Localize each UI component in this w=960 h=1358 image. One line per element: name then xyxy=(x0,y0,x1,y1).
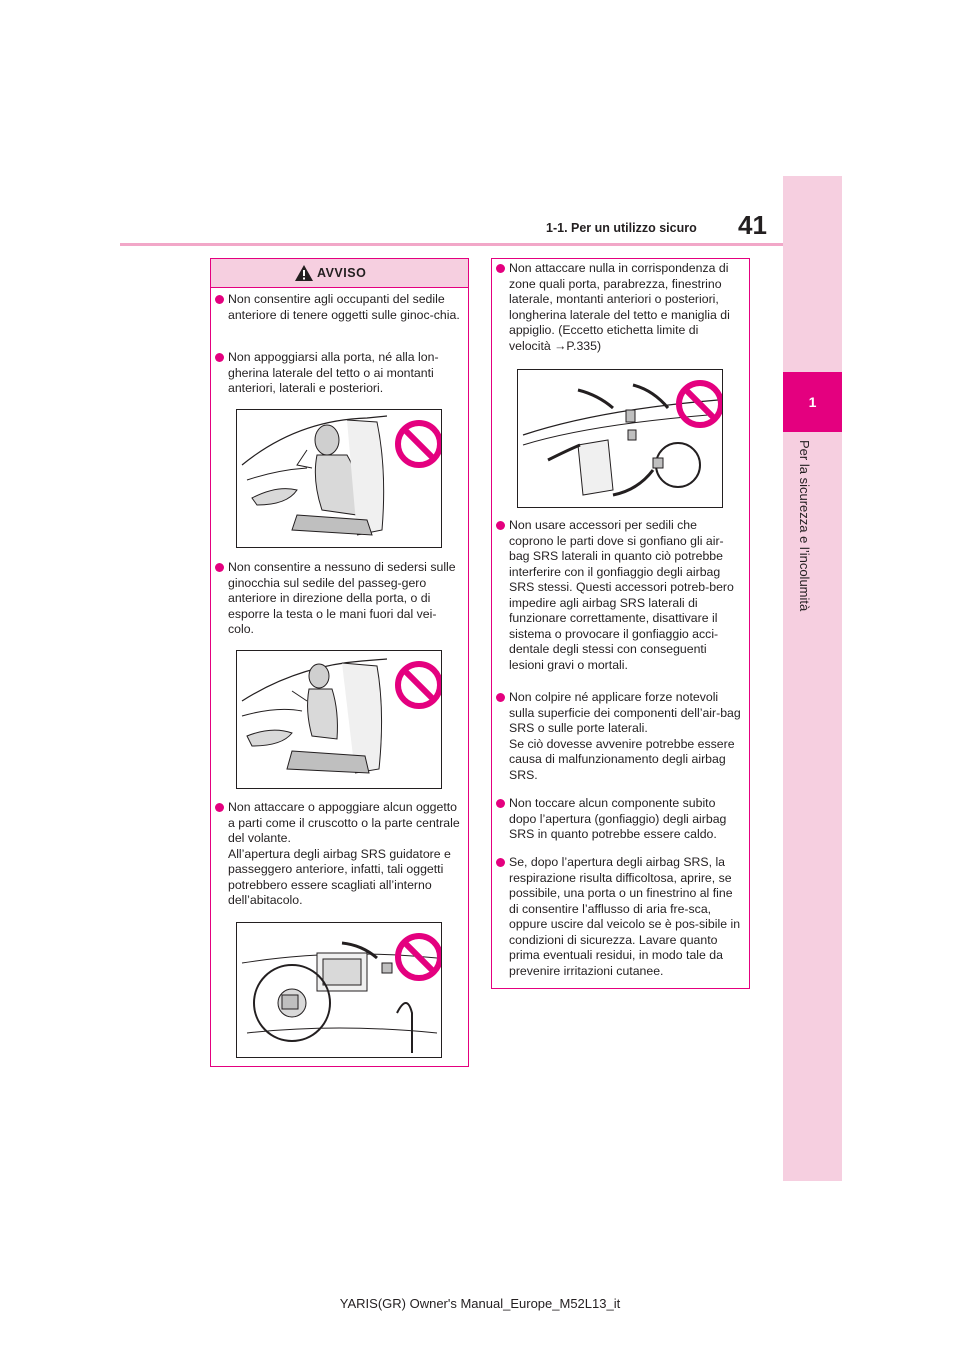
list-item: Se, dopo l’apertura degli airbag SRS, la respirazione risulta difficoltosa, aprire, se possibile, una porta o un finestrino al fine di consentire l’afflusso di aria fre-sca, oppure uscire dal veicolo se è pos-sibile in condizioni di sicurezza. Lavare quanto prima eventuali residui, in modo tale da prevenire irritazioni cutanee. xyxy=(509,855,743,979)
bullet-icon xyxy=(215,803,224,812)
chapter-number: 1 xyxy=(808,394,817,410)
illustration-airbag-zones xyxy=(517,369,723,508)
illustration-child-on-lap xyxy=(236,650,442,789)
list-item: Non attaccare nulla in corrispondenza di zone quali porta, parabrezza, finestrino laterale, montanti anteriori o posteriori, longherina laterale del tetto e maniglia di appiglio. (Eccetto etichetta limite di velocità →P.335) xyxy=(509,261,743,354)
chapter-tab[interactable] xyxy=(783,372,842,432)
illustration-dashboard-objects xyxy=(236,922,442,1058)
warning-header xyxy=(210,258,469,288)
list-item: Non attaccare o appoggiare alcun oggetto a parti come il cruscotto o la parte centrale del volante. All’apertura degli airbag SRS guidatore e passeggero anteriore, infatti, tali oggetti potrebbero essere scagliati all’interno dell’abitacolo. xyxy=(228,800,460,909)
illustration-seat-leaning xyxy=(236,409,442,548)
section-title: 1-1. Per un utilizzo sicuro xyxy=(546,221,697,235)
list-item: Non appoggiarsi alla porta, né alla lon-gherina laterale del tetto o ai montanti anteriori, laterali e posteriori. xyxy=(228,350,460,397)
page-number: 41 xyxy=(738,210,767,240)
bullet-icon xyxy=(496,521,505,530)
bullet-icon xyxy=(496,693,505,702)
list-item: Non consentire agli occupanti del sedile anteriore di tenere oggetti sulle ginoc-chia. xyxy=(228,292,460,323)
list-item: Non usare accessori per sedili che coprono le parti dove si gonfiano gli air-bag SRS laterali in quanto ciò potrebbe interferire con il gonfiaggio degli airbag SRS stessi. Questi accessori potreb-bero impedire agli airbag SRS laterali di funzionare correttamente, disattivare il sistema o provocare il gonfiaggio acci-dentale degli stessi con conseguenti lesioni gravi o mortali. xyxy=(509,518,743,673)
warning-title: AVVISO xyxy=(317,266,367,280)
list-item: Non toccare alcun componente subito dopo l’apertura (gonfiaggio) degli airbag SRS in quanto potrebbe essere caldo. xyxy=(509,796,743,843)
bullet-icon xyxy=(496,264,505,273)
bullet-icon xyxy=(215,353,224,362)
header-rule xyxy=(120,243,788,246)
bullet-icon xyxy=(215,295,224,304)
bullet-icon xyxy=(496,799,505,808)
footer-manual-id: YARIS(GR) Owner's Manual_Europe_M52L13_it xyxy=(339,1296,621,1311)
warning-triangle-icon xyxy=(294,264,314,282)
chapter-label: Per la sicurezza e l’incolumità xyxy=(797,440,812,612)
list-item: Non colpire né applicare forze notevoli sulla superficie dei componenti dell’air-bag SRS o sulle porte laterali. Se ciò dovesse avvenire potrebbe essere causa di malfunzionamento degli airbag SRS. xyxy=(509,690,743,783)
list-item: Non consentire a nessuno di sedersi sulle ginocchia sul sedile del passeg-gero anteriore in direzione della porta, o di esporre la testa o le mani fuori dal vei-colo. xyxy=(228,560,460,638)
bullet-icon xyxy=(496,858,505,867)
bullet-icon xyxy=(215,563,224,572)
side-tab xyxy=(783,176,842,1181)
